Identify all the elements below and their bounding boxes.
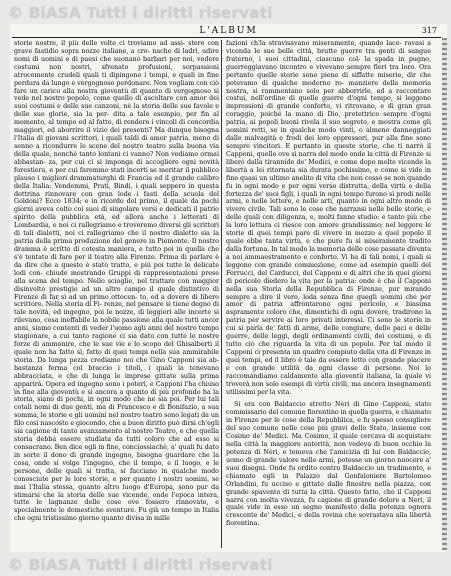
right-column (226, 40, 431, 548)
page-header-title: L'ALBUM (199, 26, 258, 36)
watermark-top: © BiASA Tutti i diritti riservati (8, 4, 273, 22)
header-rule (12, 37, 441, 38)
page-number: 317 (421, 26, 437, 35)
page-edge-shadow (442, 38, 447, 550)
column-divider (221, 40, 222, 548)
document-page (10, 24, 447, 552)
left-column (14, 40, 219, 548)
right-column-text-2: Si era con Baldaccio stretto Neri di Gino Capponi, stato commissario del comune fiorentino in quella guerra, e chiamato in Firenze per le cose della Repubblica, e fu spesso consigliere del suo comune nelle cose più gravi dello Stato, insieme con Cosimo de' Medici. Ma Cosimo, il quale cercava di acquistare nella città la maggiore autorità, non vedeva di buon occhio la potenza di Neri, e temeva che l'amicizia di lui con Baldaccio, uomo di grande valore nelle armi, potesse un giorno nuocere a' suoi disegni. Onde fu ordito contro Baldaccio un tradimento, e chiamato egli in Palazzo dal Gonfaloniere Bartolomeo Orlandini, fu ucciso e gittato dalle finestre nella piazza, con grande spavento di tutta la città. Questo fatto, che il Capponi narra con molta vivezza, fu cagione di grande dolore a Neri, il quale vide in esso un segno manifesto della potenza ognora crescente de' Medici, e della rovina che sovrastava alla libertà fiorentina. (226, 401, 431, 528)
left-column-text: storie nostre, il più delle volte ci troviamo ad assi- stere con grave fastidio sopra nozze italiane, a cro- nache di ladri, udire nomi di uomini e di paesi che suonano barbari per noi, vedere costumi non nostri, sfrenato profusioni, sorpassioni atrocemente crudeli quali ti dipingono i tempi, e quali in fine perdura da lungo e vergognoso perdonare. Non vogliam con ciò fare un carico alla nostra gioventù di quanto di vergognoso si vede nel nostro popolo, come quello di ascoltare con amor dei suoi costumi e delle sue canzoni, nè la storia delle sue favole e delle sue glorie, sia la per- dita a tale esempio, per fin al momento, al tempo ed al fatto, di rendere i vincoli di concordia maggiori, ed aborrire il vizio dei presenti? Ma dunque bisogna l'Italia di giovani scrittori, i quali taldi di amor patria, meno di senno a ricondurre le scene del nostro teatro sulla buona via della quale, nonché tanto lontani ci vanno? Non vediamo ormai abbastan- za, per cui ci si imponga di accogliere ogni novità forestiera, e per cui faremmo stati incerti se meritar il pubblico plauso i migliori drammaturghi di Francia ed il grande calibro della Italia: Vendemmi, Prati, Bindi, i quali seppero in questa dottrina rinnovare con gran lode i fasti della scuola del Goldoni? Ecco 1834; e in ricordo del primo, il quale da pochi giorni aveva colto coi suoi di singolare versi e dedicati il patrio spirito della pubblica età, ed allora anche i letterati di Lombardia, e noi ci rallegriamo e troveremo diversi gli scrittori di tali dialetti, noi ci rallegriamo che il nostro dialetto sia la patria della prima produzione del genere in Piemonte. Il nostro dramma è scritto di cotesta maniera, e tutto poi in quella che s'è tentato di fare per il teatro alla Firenze. Prima di parlare è da dire che a questo è stato tratto, e più poi tutte le delicate lodi con- chiude mostrando Gruppi di rappresentazioni prese alla scena del tempo. Nello scioglie, nel trattare con maggior disinvolto prestigio ad un altro campo il quale distintivo di Firenze di far sì ad un primo ottocen- to, ed a dovere di libero scrittore. Nella storia di Fi- renze, nel pensare si tiene degno di tale novità, ed ingegno, poi le nozze, di leggieri alle incerte si rilevano, cosa ineffabile la nobile passione alla quale tutti ancor anni, siamo contenti di veder l'uomo agli anni del nostro tempo stagionare, a cui tanto ragione ci sia dato con tutte le nostre forze di ammonire, che le sue vie e lo scopo del Ghisalberti il quale non ha fatto sì, fatto di quei tempi nella sua ammirabile storia. Da lunga pezza crediamo noi che Gino Capponi sia ab- bastanza ferma col braccio i titoli, i quali la tenevano abbracciata, e che di lunga le imprese gittate sulla prima apparirà. Opera ed ingegno sono i poteri, e Capponi l'ha chiuso in fine alla gioventù e sì ancora a quanto di più profondo ha la storia, siano di pochi, in ogni modo che ne sia poi. Per lui tali cotali nomi di due genti, ma di Francesco e di Bonifazio, a sua somma, le storie e gli uomini nel nostro teatro sono legati da un filo così nascosto e giocondo, che a buon diritto può dirsi ch'egli sia cagione di tanto avanzamento al nostro Teatro, e che quella storia debba essere studiata da tutti coloro che ad esso si consacrano. Ben dice egli in fine, conciossiachè, a' quali fu dato in sorte il dono di grande ingegno, bisogna guardare che la cosa, onde si volge l'ingegno, che il tempo, e il luogo, e le persone, delle quali si tratta, si facciano in qualche modo conosciute per le loro storie, e per quanto i nostri uomini, se mai l'Italia stessa, quanto altro luogo d'Europa, sono pur da stimarsi che la storia delle sue vicende, onde l'epoca intera, tutte le lagnanze delle cose ove fossero rinnovate, e specialmente le domestiche sventure. Fu già un tempo in Italia che ogni tristissimo giorno quanto divisa in mille (14, 40, 219, 523)
right-column-text-1: fazioni ch'la stravisavano miseramente, quando lace- ravasi a vicenda le sue belle città, brutte guerre tra genti di sangue fraterno, i suoi cittadini, ciascuno col- la spada in pugno, guerreggiavano incontro e vivevano sempre fieri tra loro. Ora pertanto quelle storie sono piene di siffatte miserie, dir che potevamo di qualche moderno ro- manziere della memoria nostra, si rammentano solo per abborrirle, ed a raccontare costui, nell'ordine di quelle guerre d'ogni tempo, si leggono impressioni di grande conforto, vi ritrovano, e di gran gran coraggio, poiché la mano di Dio, protettrice sempre d'ogni patria, ai popoli buoni rivela il suo segreto, e mostra come gli uomini retti, se in qualche modo vinti, o almeno danneggiati dalle malvagità e frodi dei loro oppressori, pur alla fine sono sempre vincitori. E pertanto in queste storie, che ti narrò il Capponi, quelle ove si narra del modo onde la città di Firenze si liberò dalla tirannide de' Medici, e come dopo molte vicende la libertà a lei ritornata sia durata pochissimo, e come si vide in fine quasi un ultimo anelito di vita che non cessò se non quando fu in ogni modo e per ogni verso distrutta, della virtù e della fortezza de' suoi figli, i quali in ogni tempo furono sì prodi nelle armi, e nelle lettere, e nelle arti, quanto in ogni altro modo di vivere civile. Tali sono le cose che narransi nelle belle storie, e delle quali con diligenza, e, molti fanno studio: e tanto più che la loro lettura ci riesce con amore grandissimo; nel leggere le storie di quei tempi pare di vivere in mezzo a quel popolo il quale ebbe tanta virtù, e che pure fu sì miseramente tradito dalla fortuna. In tal modo la memoria delle cose passate diventa a noi ammaestramento e conforto. Vi ha di tali nomi, i quali si leggono con grande commozione, come ad esempio quelli del Ferrucci, del Carducci, del Capponi e di altri che in quei giorni di pericolo diedero la vita per la patria: onde è che il Capponi nella sua Storia della Repubblica di Firenze, pur mirando sempre a dire il vero, loda senza fine quegli uomini che per amor di patria affrontarono ogni pericolo, e biasima aspramente coloro che, dimentichi di ogni dovere, tradirono la patria per servire ai loro privati interessi. Ci sono le storie in cui si parla de' fatti di arme, delle congiure, delle paci e delle guerre, delle leggi, degli ordinamenti civili, dei costumi, e di tutto ciò che riguarda la vita di un popolo. Per tal modo il Capponi ci presenta un quadro compiuto della vita di Firenze in quei tempi, ed il libro è tale da essere letto con grande piacere e con grande utilità da ogni classe di persone. Noi lo raccomandiamo caldamente alla gioventù italiana, la quale vi troverà non solo esempi di virtù civili, ma ancora insegnamenti utilissimi per la vita. (226, 40, 431, 396)
watermark-bottom: © BiASA Tutti i diritti riservati (8, 556, 273, 574)
